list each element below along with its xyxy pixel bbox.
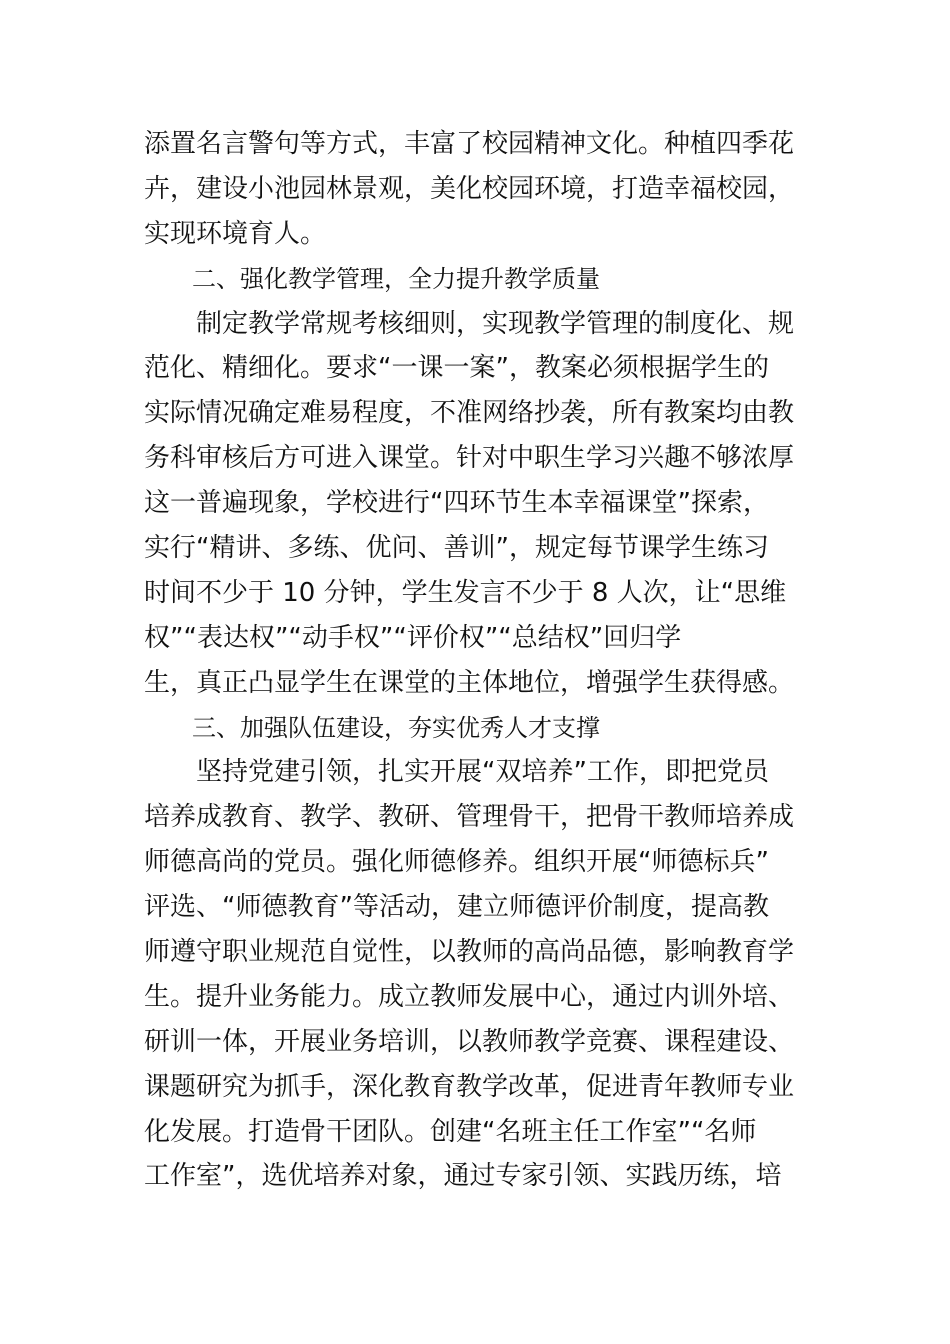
text-line: 生，真正凸显学生在课堂的主体地位，增强学生获得感。 bbox=[144, 667, 795, 698]
text-line: 制定教学常规考核细则，实现教学管理的制度化、规 bbox=[144, 308, 795, 339]
text-line: 实现环境育人。 bbox=[144, 218, 327, 249]
text-line: 课题研究为抓手，深化教育教学改革，促进青年教师专业 bbox=[144, 1071, 795, 1102]
text-line: 实行“精讲、多练、优问、善训”，规定每节课学生练习 bbox=[144, 533, 769, 564]
text-line: 师遵守职业规范自觉性，以教师的高尚品德，影响教育学 bbox=[144, 937, 795, 968]
text-line: 研训一体，开展业务培训，以教师教学竞赛、课程建设、 bbox=[144, 1026, 795, 1057]
text-line: 权”“表达权”“动手权”“评价权”“总结权”回归学 bbox=[144, 622, 682, 653]
section-heading: 二、强化教学管理，全力提升教学质量 bbox=[144, 264, 600, 293]
text-line: 时间不少于 10 分钟，学生发言不少于 8 人次，让“思维 bbox=[144, 577, 787, 608]
text-line: 坚持党建引领，扎实开展“双培养”工作，即把党员 bbox=[144, 757, 769, 788]
text-line: 工作室”，选优培养对象，通过专家引领、实践历练，培 bbox=[144, 1161, 782, 1192]
text-line: 评选、“师德教育”等活动，建立师德评价制度，提高教 bbox=[144, 892, 769, 923]
text-line: 化发展。打造骨干团队。创建“名班主任工作室”“名师 bbox=[144, 1116, 757, 1147]
text-line: 范化、精细化。要求“一课一案”，教案必须根据学生的 bbox=[144, 353, 769, 384]
text-line: 添置名言警句等方式，丰富了校园精神文化。种植四季花 bbox=[144, 129, 795, 159]
text-line: 生。提升业务能力。成立教师发展中心，通过内训外培、 bbox=[144, 981, 795, 1012]
text-line: 师德高尚的党员。强化师德修养。组织开展“师德标兵” bbox=[144, 847, 769, 878]
text-line: 卉，建设小池园林景观，美化校园环境，打造幸福校园， bbox=[144, 173, 795, 204]
document-body bbox=[144, 122, 795, 1199]
section-heading: 三、加强队伍建设，夯实优秀人才支撑 bbox=[144, 713, 600, 742]
text-line: 实际情况确定难易程度，不准网络抄袭，所有教案均由教 bbox=[144, 398, 795, 429]
text-line: 务科审核后方可进入课堂。针对中职生学习兴趣不够浓厚 bbox=[144, 443, 795, 474]
text-line: 培养成教育、教学、教研、管理骨干，把骨干教师培养成 bbox=[144, 802, 795, 833]
text-line: 这一普遍现象，学校进行“四环节生本幸福课堂”探索， bbox=[144, 488, 769, 519]
